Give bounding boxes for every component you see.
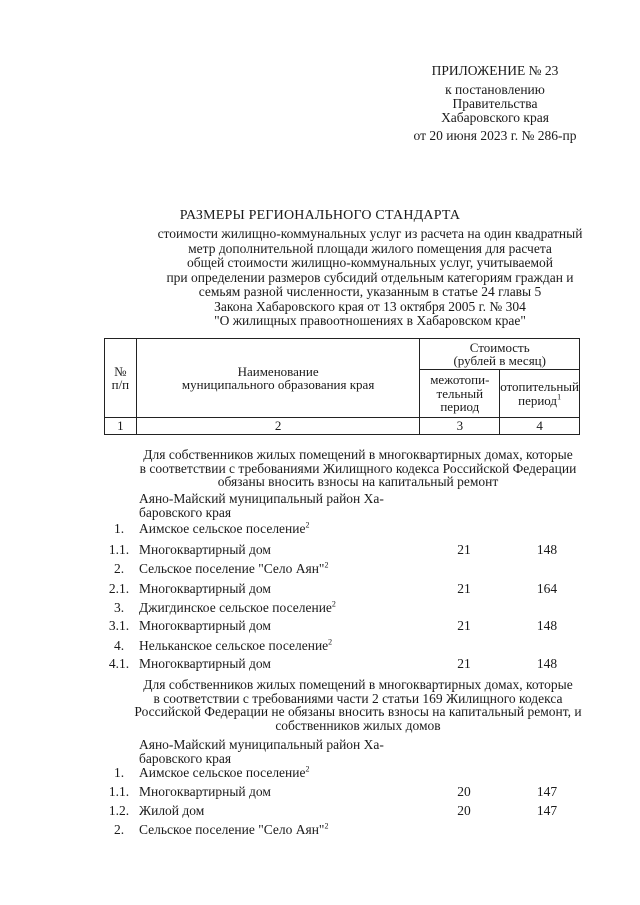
footnote-mark: 2 <box>328 637 333 647</box>
subtitle-line: метр дополнительной площади жилого помещения для расчета <box>188 240 552 256</box>
subtitle-line: стоимости жилищно-коммунальных услуг из расчета на один квадратный <box>157 226 583 241</box>
row-name: Сельское поселение "Село Аян" <box>139 561 325 576</box>
row-number: 2. <box>113 822 125 837</box>
row-name: Многоквартирный дом <box>139 542 271 557</box>
row-number: 3. <box>113 600 125 615</box>
non-heating-cost: 20 <box>457 803 471 818</box>
row-name: Аимское сельское поселение <box>139 521 306 536</box>
heating-cost: 148 <box>536 542 558 557</box>
table-row <box>104 599 584 617</box>
non-heating-cost: 21 <box>457 542 471 557</box>
header-text: муниципального образования края <box>181 377 375 392</box>
document-title: РАЗМЕРЫ РЕГИОНАЛЬНОГО СТАНДАРТА <box>179 208 461 223</box>
header-text: период <box>440 399 480 415</box>
header-text: отопительный <box>500 379 579 394</box>
subtitle-line: Закона Хабаровского края от 13 октября 2005 г. № 304 <box>214 298 526 314</box>
header-text: п/п <box>111 377 130 392</box>
row-name: Нельканское сельское поселение <box>139 638 329 653</box>
row-number: 1.2. <box>108 803 130 818</box>
row-number: 1. <box>113 521 125 536</box>
non-heating-cost: 20 <box>457 784 471 799</box>
header-text: тельный <box>436 385 484 401</box>
row-number: 3.1. <box>108 618 130 633</box>
subtitle-line: семьям разной численности, указанным в статье 24 главы 5 <box>198 284 542 299</box>
heating-cost: 148 <box>536 656 558 671</box>
section-line: обязаны вносить взносы на капитальный ремонт <box>217 474 499 489</box>
footnote-mark: 2 <box>324 560 329 570</box>
section-line: собственников жилых домов <box>275 717 441 733</box>
header-text: Стоимость <box>469 339 530 355</box>
col-index: 1 <box>105 418 137 435</box>
table-header <box>104 338 580 435</box>
subtitle-line: общей стоимости жилищно-коммунальных услуг, учитываемой <box>186 255 554 270</box>
section-line: Для собственников жилых помещений в многоквартирных домах, которые <box>143 677 573 692</box>
annex-line-2: Правительства <box>452 96 538 111</box>
row-number: 2.1. <box>108 581 130 596</box>
district-line: Аяно-Майский муниципальный район Ха- <box>139 491 384 506</box>
footnote-mark: 2 <box>305 520 310 530</box>
row-name: Многоквартирный дом <box>139 784 271 799</box>
table-row <box>104 783 584 801</box>
row-number: 4. <box>113 638 125 653</box>
non-heating-cost: 21 <box>457 581 471 596</box>
annex-number: ПРИЛОЖЕНИЕ № 23 <box>431 63 559 78</box>
header-text: период <box>518 392 558 408</box>
section-line: Для собственников жилых помещений в многоквартирных домах, которые <box>143 447 573 462</box>
row-name: Аимское сельское поселение <box>139 765 306 780</box>
col-non-heating-header <box>420 370 500 418</box>
section-line: в соответствии с требованиями части 2 статьи 169 Жилищного кодекса <box>153 690 563 706</box>
table-row <box>104 821 584 839</box>
heating-cost: 164 <box>536 581 558 596</box>
non-heating-cost: 21 <box>457 656 471 671</box>
heating-cost: 148 <box>536 618 558 633</box>
col-name-header <box>136 339 420 418</box>
table-row <box>104 520 584 538</box>
table-row <box>104 655 584 673</box>
row-number: 1.1. <box>108 542 130 557</box>
row-number: 4.1. <box>108 656 130 671</box>
table-row <box>104 802 584 820</box>
footnote-mark: 2 <box>305 764 310 774</box>
section-2-heading <box>104 678 612 732</box>
col-cost-header <box>420 339 580 370</box>
table-row <box>104 541 584 559</box>
table-row <box>104 560 584 578</box>
row-number: 2. <box>113 561 125 576</box>
footnote-mark: 1 <box>557 392 562 402</box>
header-text: (рублей в месяц) <box>453 353 546 368</box>
district-line: баровского края <box>139 751 232 766</box>
header-text: Наименование <box>237 363 319 379</box>
section-1-heading <box>104 448 612 489</box>
col-num-header <box>105 339 137 418</box>
table-row <box>104 580 584 598</box>
table-row <box>104 764 584 782</box>
row-name: Джигдинское сельское поселение <box>139 600 332 615</box>
district-name <box>139 738 384 766</box>
col-heating-header <box>500 370 580 418</box>
row-number: 1.1. <box>108 784 130 799</box>
subtitle-line: "О жилищных правоотношениях в Хабаровском крае" <box>214 313 526 328</box>
heating-cost: 147 <box>536 784 558 799</box>
footnote-mark: 2 <box>324 821 329 831</box>
heating-cost: 147 <box>536 803 558 818</box>
annex-line-1: к постановлению <box>445 82 545 97</box>
district-name <box>139 492 384 520</box>
district-line: Аяно-Майский муниципальный район Ха- <box>139 737 384 752</box>
header-text: межотопи- <box>430 372 490 388</box>
row-name: Многоквартирный дом <box>139 581 271 596</box>
row-name: Жилой дом <box>139 803 205 818</box>
col-index: 3 <box>420 418 500 435</box>
col-index: 4 <box>500 418 580 435</box>
section-line: Российской Федерации не обязаны вносить взносы на капитальный ремонт, и <box>134 704 582 719</box>
document-subtitle <box>100 227 640 329</box>
header-text: № <box>114 363 127 379</box>
annex-line-3: Хабаровского края <box>441 110 549 125</box>
row-number: 1. <box>113 765 125 780</box>
table-row <box>104 617 584 635</box>
row-name: Многоквартирный дом <box>139 656 271 671</box>
subtitle-line: при определении размеров субсидий отдельным категориям граждан и <box>166 269 574 285</box>
section-line: в соответствии с требованиями Жилищного кодекса Российской Федерации <box>139 460 577 476</box>
non-heating-cost: 21 <box>457 618 471 633</box>
annex-date: от 20 июня 2023 г. № 286-пр <box>413 128 577 143</box>
footnote-mark: 2 <box>331 599 336 609</box>
row-name: Сельское поселение "Село Аян" <box>139 822 325 837</box>
row-name: Многоквартирный дом <box>139 618 271 633</box>
col-index: 2 <box>136 418 420 435</box>
table-row <box>104 637 584 655</box>
district-line: баровского края <box>139 505 232 520</box>
